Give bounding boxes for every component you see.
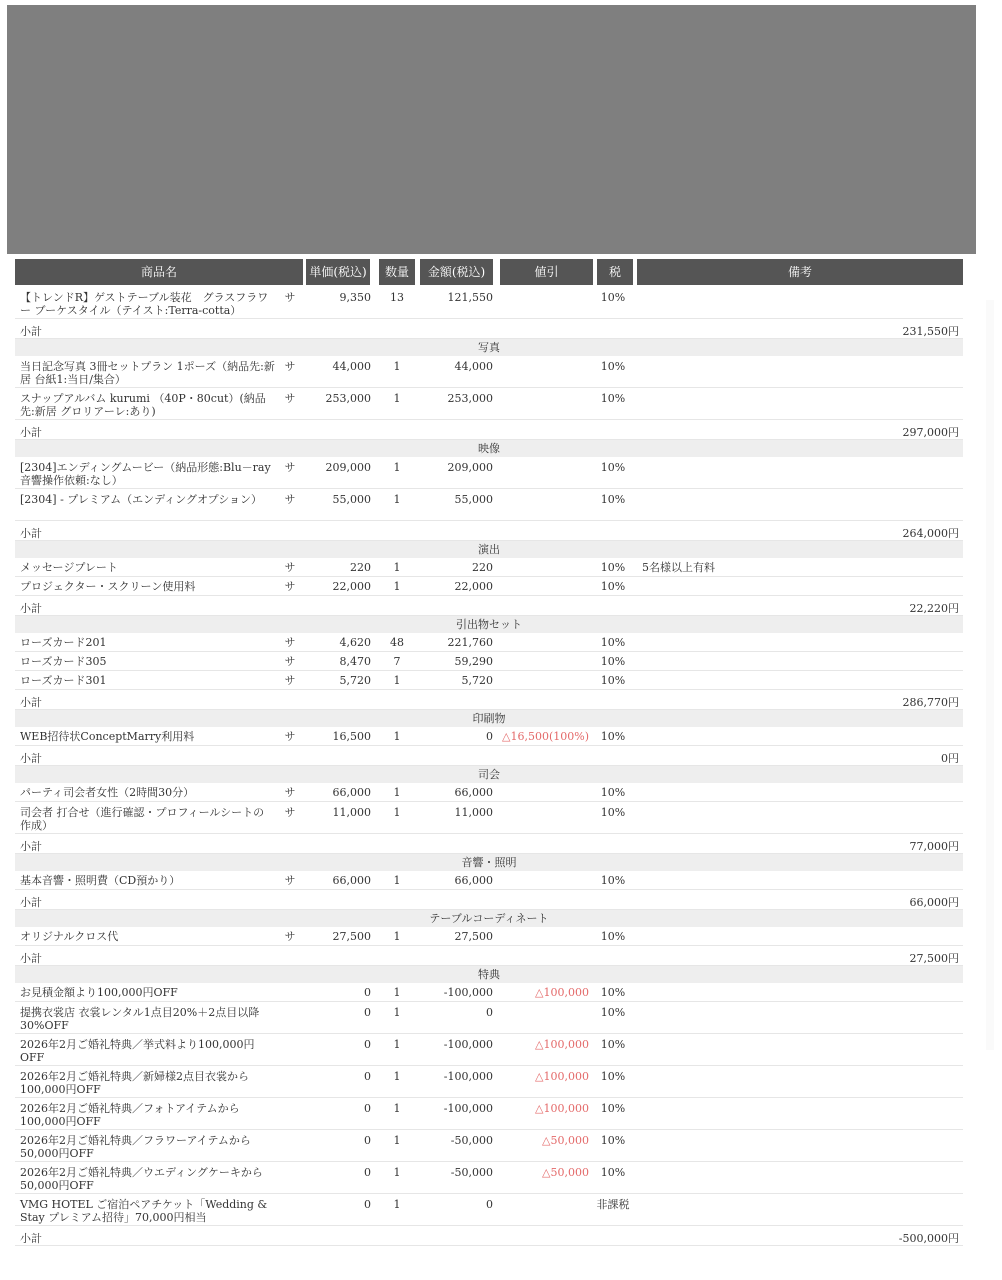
tax-rate: 10%	[600, 674, 626, 687]
unit-price: 0	[364, 1070, 371, 1083]
note: 5名様以上有料	[642, 561, 715, 574]
subtotal-row	[15, 834, 963, 854]
unit-price: 0	[364, 986, 371, 999]
item-name: VMG HOTEL ご宿泊ペアチケット「Wedding & Stay プレミアム招待」70,000円相当	[20, 1198, 268, 1224]
service-mark: サ	[284, 806, 296, 819]
item-name: [2304]エンディングムービー（納品形態:Blu－ray 音響操作依頼:なし）	[20, 461, 271, 487]
table-row	[15, 457, 963, 489]
table-body	[15, 287, 963, 1246]
item-name: オリジナルクロス代	[20, 930, 119, 943]
item-name: お見積金額より100,000円OFF	[20, 986, 178, 999]
discount: △100,000	[535, 986, 589, 999]
subtotal-label: 小計	[20, 896, 42, 909]
item-name: 2026年2月ご婚礼特典／フラワーアイテムから50,000円OFF	[20, 1134, 251, 1160]
table-row	[15, 558, 963, 577]
unit-price: 0	[364, 1102, 371, 1115]
unit-price: 0	[364, 1134, 371, 1147]
unit-price: 66,000	[332, 874, 371, 887]
discount: △100,000	[535, 1038, 589, 1051]
quantity: 1	[393, 986, 401, 999]
quantity: 1	[393, 1070, 401, 1083]
service-mark: サ	[284, 580, 296, 593]
quantity: 1	[393, 360, 401, 373]
header-tax: 税	[597, 259, 633, 285]
table-row	[15, 871, 963, 890]
subtotal-value: 264,000円	[902, 527, 959, 540]
tax-rate: 10%	[600, 360, 626, 373]
subtotal-label: 小計	[20, 325, 42, 338]
tax-rate: 10%	[600, 580, 626, 593]
tax-rate: 10%	[600, 636, 626, 649]
table-row	[15, 727, 963, 746]
unit-price: 8,470	[339, 655, 371, 668]
item-name: メッセージプレート	[20, 561, 118, 574]
quantity: 13	[390, 291, 404, 304]
amount: -50,000	[450, 1134, 493, 1147]
category-header: 映像	[15, 440, 963, 457]
subtotal-value: 286,770円	[902, 696, 959, 709]
subtotal-row	[15, 521, 963, 541]
header-note: 備考	[637, 259, 963, 285]
subtotal-row	[15, 1226, 963, 1246]
tax-rate: 10%	[600, 786, 626, 799]
amount: 0	[486, 1198, 493, 1211]
category-header: 引出物セット	[15, 616, 963, 633]
tax-rate: 10%	[600, 874, 626, 887]
discount: △100,000	[535, 1102, 589, 1115]
tax-rate: 10%	[600, 930, 626, 943]
service-mark: サ	[284, 493, 296, 506]
unit-price: 55,000	[332, 493, 371, 506]
quantity: 1	[393, 392, 401, 405]
quantity: 1	[393, 930, 401, 943]
subtotal-label: 小計	[20, 426, 42, 439]
quantity: 1	[393, 1102, 401, 1115]
discount: △50,000	[542, 1166, 589, 1179]
header-discount: 値引	[500, 259, 593, 285]
amount: 220	[472, 561, 493, 574]
amount: 44,000	[454, 360, 493, 373]
subtotal-value: -500,000円	[898, 1232, 959, 1245]
amount: -50,000	[450, 1166, 493, 1179]
tax-rate: 非課税	[596, 1198, 630, 1211]
subtotal-value: 27,500円	[909, 952, 959, 965]
tax-rate: 10%	[600, 1006, 626, 1019]
subtotal-value: 22,220円	[909, 602, 959, 615]
amount: 121,550	[447, 291, 493, 304]
table-row	[15, 802, 963, 834]
quantity: 1	[393, 1198, 401, 1211]
subtotal-row	[15, 319, 963, 339]
quantity: 1	[393, 461, 401, 474]
quantity: 1	[393, 493, 401, 506]
service-mark: サ	[284, 360, 296, 373]
quantity: 7	[393, 655, 401, 668]
table-row	[15, 1034, 963, 1066]
table-row	[15, 1002, 963, 1034]
amount: 11,000	[454, 806, 493, 819]
tax-rate: 10%	[600, 392, 626, 405]
table-row	[15, 1098, 963, 1130]
item-name: スナップアルバム kurumi （40P・80cut）(納品先:新居 グロリアーレ:あり)	[20, 392, 266, 418]
quantity: 1	[393, 1134, 401, 1147]
service-mark: サ	[284, 930, 296, 943]
amount: 55,000	[454, 493, 493, 506]
estimate-table	[15, 259, 963, 1246]
amount: -100,000	[443, 1102, 493, 1115]
tax-rate: 10%	[600, 1070, 626, 1083]
quantity: 1	[393, 806, 401, 819]
amount: -100,000	[443, 1038, 493, 1051]
amount: -100,000	[443, 1070, 493, 1083]
header-unit-price: 単価(税込)	[306, 259, 370, 285]
service-mark: サ	[284, 786, 296, 799]
amount: 253,000	[447, 392, 493, 405]
table-row	[15, 489, 963, 521]
quantity: 1	[393, 1038, 401, 1051]
unit-price: 253,000	[325, 392, 371, 405]
service-mark: サ	[284, 636, 296, 649]
scrollbar-track	[986, 300, 994, 1050]
table-row	[15, 652, 963, 671]
subtotal-row	[15, 890, 963, 910]
table-row	[15, 783, 963, 802]
subtotal-row	[15, 420, 963, 440]
discount: △50,000	[542, 1134, 589, 1147]
unit-price: 27,500	[332, 930, 371, 943]
item-name: ローズカード305	[20, 655, 107, 668]
unit-price: 0	[364, 1038, 371, 1051]
unit-price: 11,000	[332, 806, 371, 819]
subtotal-label: 小計	[20, 840, 42, 853]
item-name: [2304] - プレミアム（エンディングオプション）	[20, 493, 262, 506]
subtotal-value: 66,000円	[909, 896, 959, 909]
category-header: 司会	[15, 766, 963, 783]
table-row	[15, 1162, 963, 1194]
subtotal-row	[15, 946, 963, 966]
item-name: 当日記念写真 3冊セットプラン 1ポーズ（納品先:新居 台紙1:当日/集合）	[20, 360, 275, 386]
service-mark: サ	[284, 392, 296, 405]
unit-price: 0	[364, 1006, 371, 1019]
quantity: 1	[393, 580, 401, 593]
amount: 59,290	[454, 655, 493, 668]
tax-rate: 10%	[600, 1166, 626, 1179]
item-name: 2026年2月ご婚礼特典／挙式料より100,000円OFF	[20, 1038, 255, 1064]
subtotal-label: 小計	[20, 752, 42, 765]
subtotal-value: 231,550円	[902, 325, 959, 338]
subtotal-row	[15, 596, 963, 616]
tax-rate: 10%	[600, 1038, 626, 1051]
service-mark: サ	[284, 674, 296, 687]
table-row	[15, 633, 963, 652]
header-qty: 数量	[379, 259, 415, 285]
quantity: 1	[393, 561, 401, 574]
unit-price: 0	[364, 1198, 371, 1211]
service-mark: サ	[284, 730, 296, 743]
amount: -100,000	[443, 986, 493, 999]
header-amount: 金額(税込)	[420, 259, 493, 285]
unit-price: 66,000	[332, 786, 371, 799]
amount: 221,760	[447, 636, 493, 649]
subtotal-value: 0円	[941, 752, 959, 765]
item-name: パーティ司会者女性（2時間30分）	[20, 786, 195, 799]
amount: 66,000	[454, 874, 493, 887]
service-mark: サ	[284, 655, 296, 668]
table-row	[15, 1130, 963, 1162]
category-header: 印刷物	[15, 710, 963, 727]
subtotal-label: 小計	[20, 1232, 42, 1245]
tax-rate: 10%	[600, 461, 626, 474]
subtotal-label: 小計	[20, 696, 42, 709]
amount: 66,000	[454, 786, 493, 799]
category-header: 写真	[15, 339, 963, 356]
amount: 5,720	[461, 674, 493, 687]
amount: 209,000	[447, 461, 493, 474]
table-header	[15, 259, 963, 285]
subtotal-label: 小計	[20, 602, 42, 615]
category-header: テーブルコーディネート	[15, 910, 963, 927]
service-mark: サ	[284, 291, 296, 304]
tax-rate: 10%	[600, 291, 626, 304]
amount: 22,000	[454, 580, 493, 593]
subtotal-value: 297,000円	[902, 426, 959, 439]
unit-price: 4,620	[339, 636, 371, 649]
subtotal-row	[15, 746, 963, 766]
discount: △100,000	[535, 1070, 589, 1083]
quantity: 1	[393, 1166, 401, 1179]
item-name: ローズカード301	[20, 674, 107, 687]
unit-price: 209,000	[325, 461, 371, 474]
tax-rate: 10%	[600, 655, 626, 668]
tax-rate: 10%	[600, 493, 626, 506]
table-row	[15, 927, 963, 946]
item-name: WEB招待状ConceptMarry利用料	[20, 730, 195, 743]
tax-rate: 10%	[600, 986, 626, 999]
item-name: ローズカード201	[20, 636, 107, 649]
redacted-region	[7, 5, 976, 254]
subtotal-label: 小計	[20, 952, 42, 965]
unit-price: 22,000	[332, 580, 371, 593]
unit-price: 5,720	[339, 674, 371, 687]
item-name: 【トレンドR】ゲストテーブル装花 グラスフラワー ブーケスタイル（テイスト:Terra-cotta）	[20, 291, 269, 317]
item-name: 司会者 打合せ（進行確認・プロフィールシートの作成）	[20, 806, 265, 832]
item-name: 提携衣裳店 衣裳レンタル1点目20%＋2点目以降30%OFF	[20, 1006, 260, 1032]
unit-price: 16,500	[332, 730, 371, 743]
header-name: 商品名	[15, 259, 303, 285]
amount: 27,500	[454, 930, 493, 943]
amount: 0	[486, 1006, 493, 1019]
amount: 0	[486, 730, 493, 743]
table-row	[15, 1066, 963, 1098]
quantity: 48	[390, 636, 404, 649]
service-mark: サ	[284, 874, 296, 887]
table-row	[15, 671, 963, 690]
subtotal-label: 小計	[20, 527, 42, 540]
item-name: 2026年2月ご婚礼特典／新婦様2点目衣裳から100,000円OFF	[20, 1070, 249, 1096]
category-header: 演出	[15, 541, 963, 558]
item-name: 基本音響・照明費（CD預かり）	[20, 874, 181, 887]
discount: △16,500(100%)	[502, 730, 589, 743]
service-mark: サ	[284, 561, 296, 574]
table-row	[15, 983, 963, 1002]
subtotal-row	[15, 690, 963, 710]
quantity: 1	[393, 730, 401, 743]
tax-rate: 10%	[600, 1134, 626, 1147]
table-row	[15, 577, 963, 596]
category-header: 特典	[15, 966, 963, 983]
unit-price: 9,350	[339, 291, 371, 304]
quantity: 1	[393, 1006, 401, 1019]
tax-rate: 10%	[600, 1102, 626, 1115]
table-row	[15, 287, 963, 319]
unit-price: 0	[364, 1166, 371, 1179]
quantity: 1	[393, 874, 401, 887]
item-name: プロジェクター・スクリーン使用料	[20, 580, 196, 593]
item-name: 2026年2月ご婚礼特典／ウエディングケーキから50,000円OFF	[20, 1166, 263, 1192]
unit-price: 220	[350, 561, 371, 574]
tax-rate: 10%	[600, 730, 626, 743]
unit-price: 44,000	[332, 360, 371, 373]
table-row	[15, 356, 963, 388]
tax-rate: 10%	[600, 561, 626, 574]
quantity: 1	[393, 674, 401, 687]
item-name: 2026年2月ご婚礼特典／フォトアイテムから100,000円OFF	[20, 1102, 240, 1128]
category-header: 音響・照明	[15, 854, 963, 871]
tax-rate: 10%	[600, 806, 626, 819]
table-row	[15, 1194, 963, 1226]
service-mark: サ	[284, 461, 296, 474]
quantity: 1	[393, 786, 401, 799]
subtotal-value: 77,000円	[909, 840, 959, 853]
table-row	[15, 388, 963, 420]
